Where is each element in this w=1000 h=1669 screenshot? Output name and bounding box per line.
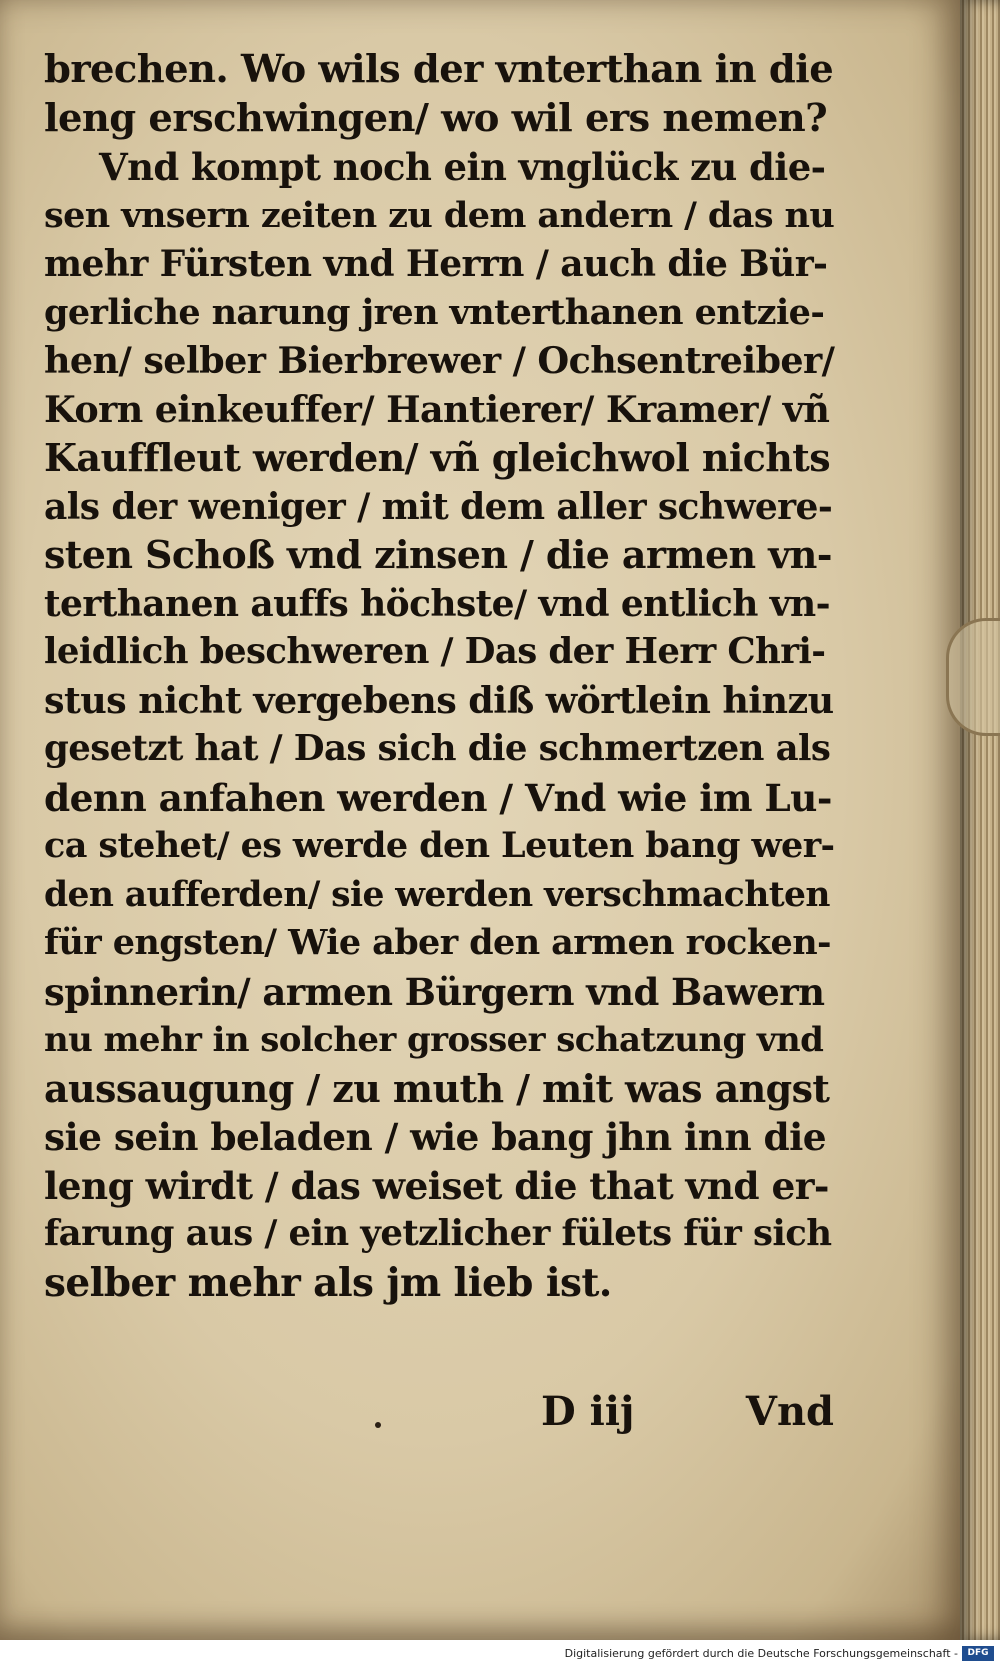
page-footer bbox=[44, 1388, 834, 1448]
text-line: leidlich beschweren / Das der Herr Chri- bbox=[44, 631, 826, 672]
text-line: für engsten/ Wie aber den armen rocken- bbox=[44, 922, 831, 963]
text-line: aussaugung / zu muth / mit was angst bbox=[44, 1065, 830, 1111]
text-line: brechen. Wo wils der vnterthan in die bbox=[44, 47, 834, 92]
text-line: sen vnsern zeiten zu dem andern / das nu bbox=[44, 194, 835, 236]
page-text bbox=[44, 46, 834, 1307]
text-line: terthanen auffs höchste/ vnd entlich vn- bbox=[44, 582, 830, 625]
text-line: sten Schoß vnd zinsen / die armen vn- bbox=[44, 532, 832, 577]
text-line: den aufferden/ sie werden verschmachten bbox=[44, 874, 830, 915]
text-line: mehr Fürsten vnd Herrn / auch die Bür- bbox=[44, 243, 828, 285]
text-line: farung aus / ein yetzlicher fülets für sich bbox=[44, 1213, 832, 1254]
catchword: Vnd bbox=[745, 1388, 834, 1435]
text-line: Kauffleut werden/ vñ gleichwol nichts bbox=[44, 435, 831, 480]
text-line: stus nicht vergebens diß wörtlein hinzu bbox=[44, 678, 834, 722]
text-line: als der weniger / mit dem aller schwere- bbox=[44, 485, 833, 528]
text-line: leng wirdt / das weiset die that vnd er- bbox=[44, 1163, 829, 1208]
text-line: gerliche narung jren vnterthanen entzie- bbox=[44, 291, 825, 333]
book-clasp bbox=[946, 618, 1000, 736]
text-line: Vnd kompt noch ein vnglück zu die- bbox=[99, 145, 826, 189]
text-line: sie sein beladen / wie bang jhn inn die bbox=[44, 1115, 826, 1159]
text-line: denn anfahen werden / Vnd wie im Lu- bbox=[44, 775, 832, 820]
text-line: hen/ selber Bierbrewer / Ochsentreiber/ bbox=[44, 339, 835, 382]
text-line: ca stehet/ es werde den Leuten bang wer- bbox=[44, 825, 835, 866]
page-edges bbox=[960, 0, 1000, 1640]
text-line: Korn einkeuffer/ Hantierer/ Kramer/ vñ bbox=[44, 387, 830, 431]
text-line: leng erschwingen/ wo wil ers nemen? bbox=[44, 95, 828, 141]
ink-spot bbox=[375, 1422, 381, 1428]
dfg-logo-icon[interactable]: DFG bbox=[962, 1646, 994, 1661]
credit-bar bbox=[0, 1640, 1000, 1669]
text-line: gesetzt hat / Das sich die schmertzen als bbox=[44, 728, 831, 769]
text-line: nu mehr in solcher grosser schatzung vnd bbox=[44, 1020, 824, 1060]
credit-text: Digitalisierung gefördert durch die Deutsche Forschungsgemeinschaft - bbox=[564, 1647, 958, 1660]
text-line: selber mehr als jm lieb ist. bbox=[44, 1259, 612, 1306]
signature-mark: D iij bbox=[541, 1388, 635, 1435]
text-line: spinnerin/ armen Bürgern vnd Bawern bbox=[44, 969, 825, 1014]
